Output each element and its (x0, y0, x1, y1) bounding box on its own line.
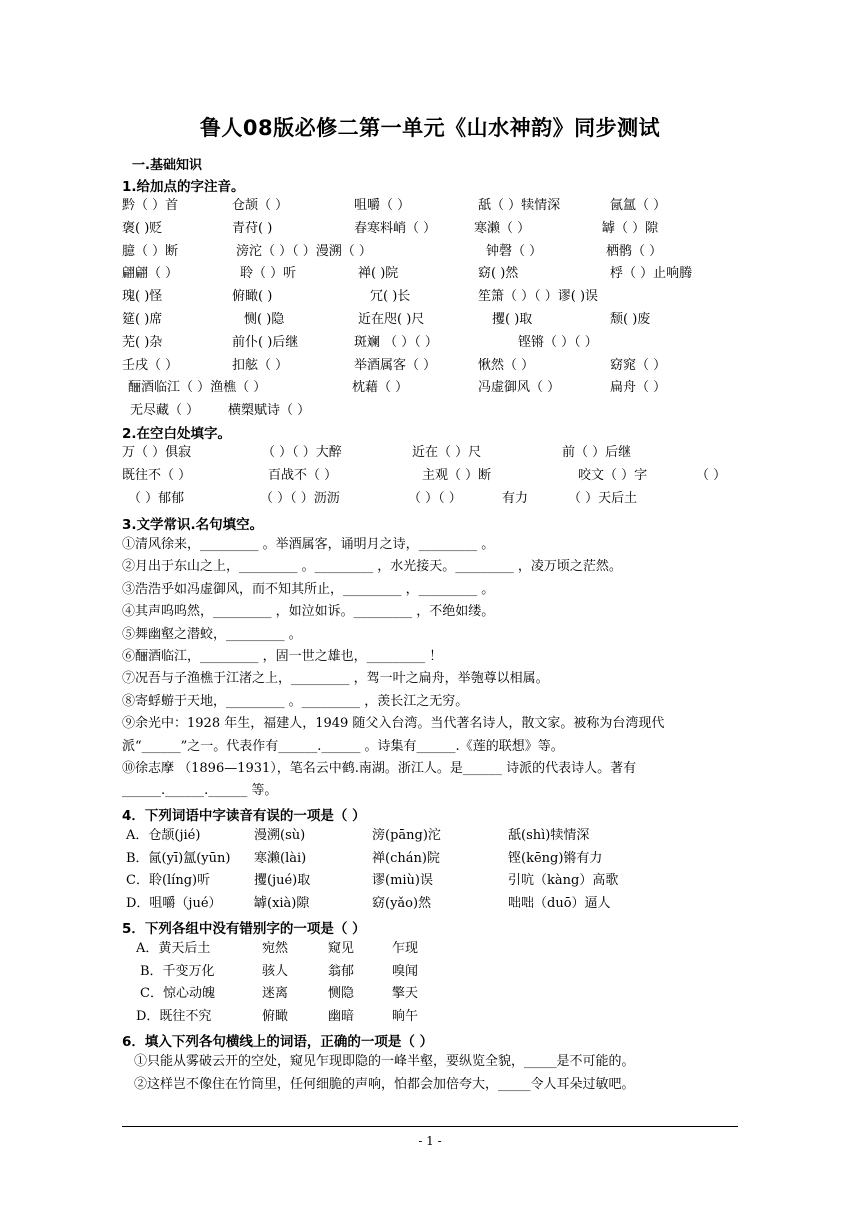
fill-line: ⑨余光中：1928 年生，福建人，1949 随父入台湾。当代著名诗人，散文家。被称为台湾现代 (122, 716, 665, 731)
option-term: 俯瞰 (262, 1009, 289, 1024)
table-cell: 桴（ ）止响腾 (610, 266, 693, 281)
table-cell: 颓( )废 (610, 312, 651, 327)
table-cell: （ ）（ ） (408, 490, 462, 506)
fill-line: ③浩浩乎如冯虚御风，而不知其所止，_________ ，_________ 。 (122, 582, 495, 597)
table-cell: 枕藉（ ） (352, 380, 409, 395)
option-label: D．既往不究 (136, 1009, 212, 1024)
table-cell: 有力 (502, 490, 529, 506)
fill-line: ④其声呜呜然，_________ ，如泣如诉。_________ ，不绝如缕。 (122, 604, 495, 619)
table-cell: 笙箫（ ）（ ）谬( )误 (478, 289, 599, 304)
table-cell: 钟磬（ ） (486, 244, 543, 259)
table-cell: 前（ ）后继 (562, 445, 632, 460)
option-term: 滂(pāng)沱 (372, 828, 441, 843)
option-term: 幽暗 (328, 1009, 355, 1024)
table-cell: 恻( )隐 (244, 312, 285, 327)
table-cell: 滂沱（ ）（ ）漫溯（ ） (236, 244, 372, 259)
option-term: 擎天 (392, 986, 419, 1001)
table-cell: 无尽藏（ ） (130, 403, 200, 418)
table-cell: 主观（ ）断 (422, 467, 492, 483)
option-term: 窥见 (328, 941, 355, 956)
table-cell: 冗( )长 (370, 289, 411, 304)
q3-heading: 3.文学常识.名句填空。 (122, 517, 264, 533)
table-cell: 仓颉（ ） (232, 198, 289, 213)
option-label: A．仓颉(jié) (126, 828, 201, 843)
table-cell: 横槊赋诗（ ） (228, 403, 311, 418)
table-cell: 咬文（ ）字 (578, 467, 648, 483)
table-cell: 前仆( )后继 (232, 335, 299, 350)
option-term: 铿(kēng)锵有力 (508, 851, 603, 866)
q4-heading: 4．下列词语中字读音有误的一项是（ ） (122, 808, 366, 824)
table-cell: 芜( )杂 (122, 335, 163, 350)
fill-line: ①只能从雾破云开的空处，窥见乍现即隐的一峰半壑，要纵览全貌，_____是不可能的。 (134, 1054, 635, 1069)
option-term: 宛然 (262, 941, 289, 956)
table-cell: 瑰( )怪 (122, 289, 163, 304)
table-cell: （ ）郁郁 (128, 490, 185, 506)
table-cell: 万（ ）俱寂 (122, 445, 192, 460)
q1-heading: 1.给加点的字注音。 (122, 179, 245, 195)
table-cell: 舐（ ）犊情深 (478, 198, 561, 213)
option-label: C．聆(líng)听 (126, 873, 211, 888)
table-cell: 青苻( ) (232, 221, 273, 236)
fill-line: ⑩徐志摩 （1896—1931），笔名云中鹤.南湖。浙江人。是______ 诗派的代表诗人。著有 (122, 761, 637, 776)
table-cell: 罅（ ）隙 (602, 221, 659, 236)
table-cell: 咀嚼（ ） (354, 198, 411, 213)
option-term: 寒濑(lài) (254, 851, 307, 866)
table-cell: 筵( )席 (122, 312, 163, 327)
table-cell: 扁舟（ ） (610, 380, 667, 395)
option-label: D．咀嚼（jué） (126, 896, 222, 911)
option-term: 漫溯(sù) (254, 828, 306, 843)
option-term: 罅(xià)隙 (254, 896, 310, 911)
option-term: 嗅闻 (392, 964, 419, 979)
option-term: 乍现 (392, 941, 419, 956)
table-cell: 斑斓 （ ）（ ） (354, 335, 438, 350)
table-cell: 春寒料峭（ ） (354, 221, 437, 236)
table-cell: 寒濑（ ） (474, 221, 531, 236)
page-number: - 1 - (418, 1134, 442, 1148)
table-cell: 酾酒临江（ ）渔樵（ ） (128, 380, 267, 395)
q2-heading: 2.在空白处填字。 (122, 426, 232, 442)
option-label: C．惊心动魄 (140, 986, 215, 1001)
table-cell: 壬戌（ ） (122, 358, 179, 373)
option-term: 引吭（kàng）高歌 (508, 873, 619, 888)
option-term: 迷离 (262, 986, 289, 1001)
table-cell: 聆（ ）听 (240, 266, 297, 281)
table-cell: 百战不（ ） (268, 467, 338, 483)
table-cell: 臆（ ）断 (122, 244, 179, 259)
section-heading: 一.基础知识 (132, 158, 202, 173)
fill-line: ②月出于东山之上，_________ 。_________ ，水光接天。_________ ，凌万顷之茫然。 (122, 559, 622, 574)
table-cell: 举酒属客（ ） (354, 358, 437, 373)
footer-divider (122, 1126, 738, 1127)
fill-line: ______.______.______ 等。 (122, 783, 278, 798)
table-cell: 翩翩（ ） (122, 266, 179, 281)
table-cell: 窈窕（ ） (610, 358, 667, 373)
table-cell: 褒( )贬 (122, 221, 163, 236)
table-cell: 愀然（ ） (478, 358, 535, 373)
option-term: 禅(chán)院 (372, 851, 440, 866)
fill-line: ⑥酾酒临江，_________ ，固一世之雄也，_________ ！ (122, 649, 443, 664)
option-label: B．氤(yī)氲(yūn) (126, 851, 231, 866)
fill-line: ⑤舞幽壑之潜蛟，_________ 。 (122, 627, 302, 642)
table-cell: 近在（ ）尺 (412, 445, 482, 460)
option-term: 骇人 (262, 964, 289, 979)
option-label: A．黄天后土 (136, 941, 211, 956)
option-term: 舐(shì)犊情深 (508, 828, 590, 843)
table-cell: 窈( )然 (478, 266, 519, 281)
option-term: 咄咄（duō）逼人 (508, 896, 611, 911)
fill-line: ⑧寄蜉蝣于天地，_________ 。_________ ，羡长江之无穷。 (122, 694, 469, 709)
table-cell: 冯虚御风（ ） (478, 380, 561, 395)
table-cell: （ ）天后土 (568, 490, 638, 506)
option-term: 晌午 (392, 1009, 419, 1024)
table-cell: 既往不（ ） (122, 467, 192, 483)
table-cell: 禅( )院 (358, 266, 399, 281)
fill-line: ②这样岂不像住在竹筒里，任何细脆的声响，怕都会加倍夸大，_____令人耳朵过敏吧。 (134, 1077, 635, 1092)
table-cell: 俯瞰( ) (232, 289, 273, 304)
option-term: 窈(yǎo)然 (372, 896, 432, 911)
table-cell: 铿锵（ ）（ ） (518, 335, 598, 350)
fill-line: 派“______”之一。代表作有______.______ 。诗集有______.《莲的联想》等。 (122, 739, 564, 754)
table-cell: 氤氲（ ） (610, 198, 667, 213)
table-cell: （ ） (696, 467, 727, 483)
q5-heading: 5．下列各组中没有错别字的一项是（ ） (122, 921, 366, 937)
option-label: B．千变万化 (140, 964, 215, 979)
table-cell: 栖鹘（ ） (606, 244, 663, 259)
option-term: 谬(miù)误 (372, 873, 434, 888)
table-cell: 扣舷（ ） (232, 358, 289, 373)
fill-line: ①清风徐来，_________ 。举酒属客，诵明月之诗，_________ 。 (122, 537, 495, 552)
q6-heading: 6．填入下列各句横线上的词语，正确的一项是（ ） (122, 1034, 434, 1050)
table-cell: 黔（ ）首 (122, 198, 179, 213)
option-term: 翁郁 (328, 964, 355, 979)
table-cell: （ ）（ ）沥沥 (260, 490, 340, 506)
fill-line: ⑦况吾与子渔樵于江渚之上，_________ ，驾一叶之扁舟，举匏尊以相属。 (122, 671, 549, 686)
option-term: 攫(jué)取 (254, 873, 311, 888)
table-cell: 攫( )取 (492, 312, 533, 327)
option-term: 恻隐 (328, 986, 355, 1001)
table-cell: （ ）（ ）大醉 (262, 445, 342, 460)
table-cell: 近在咫( )尺 (358, 312, 425, 327)
page-title: 鲁人08版必修二第一单元《山水神韵》同步测试 (199, 116, 661, 140)
